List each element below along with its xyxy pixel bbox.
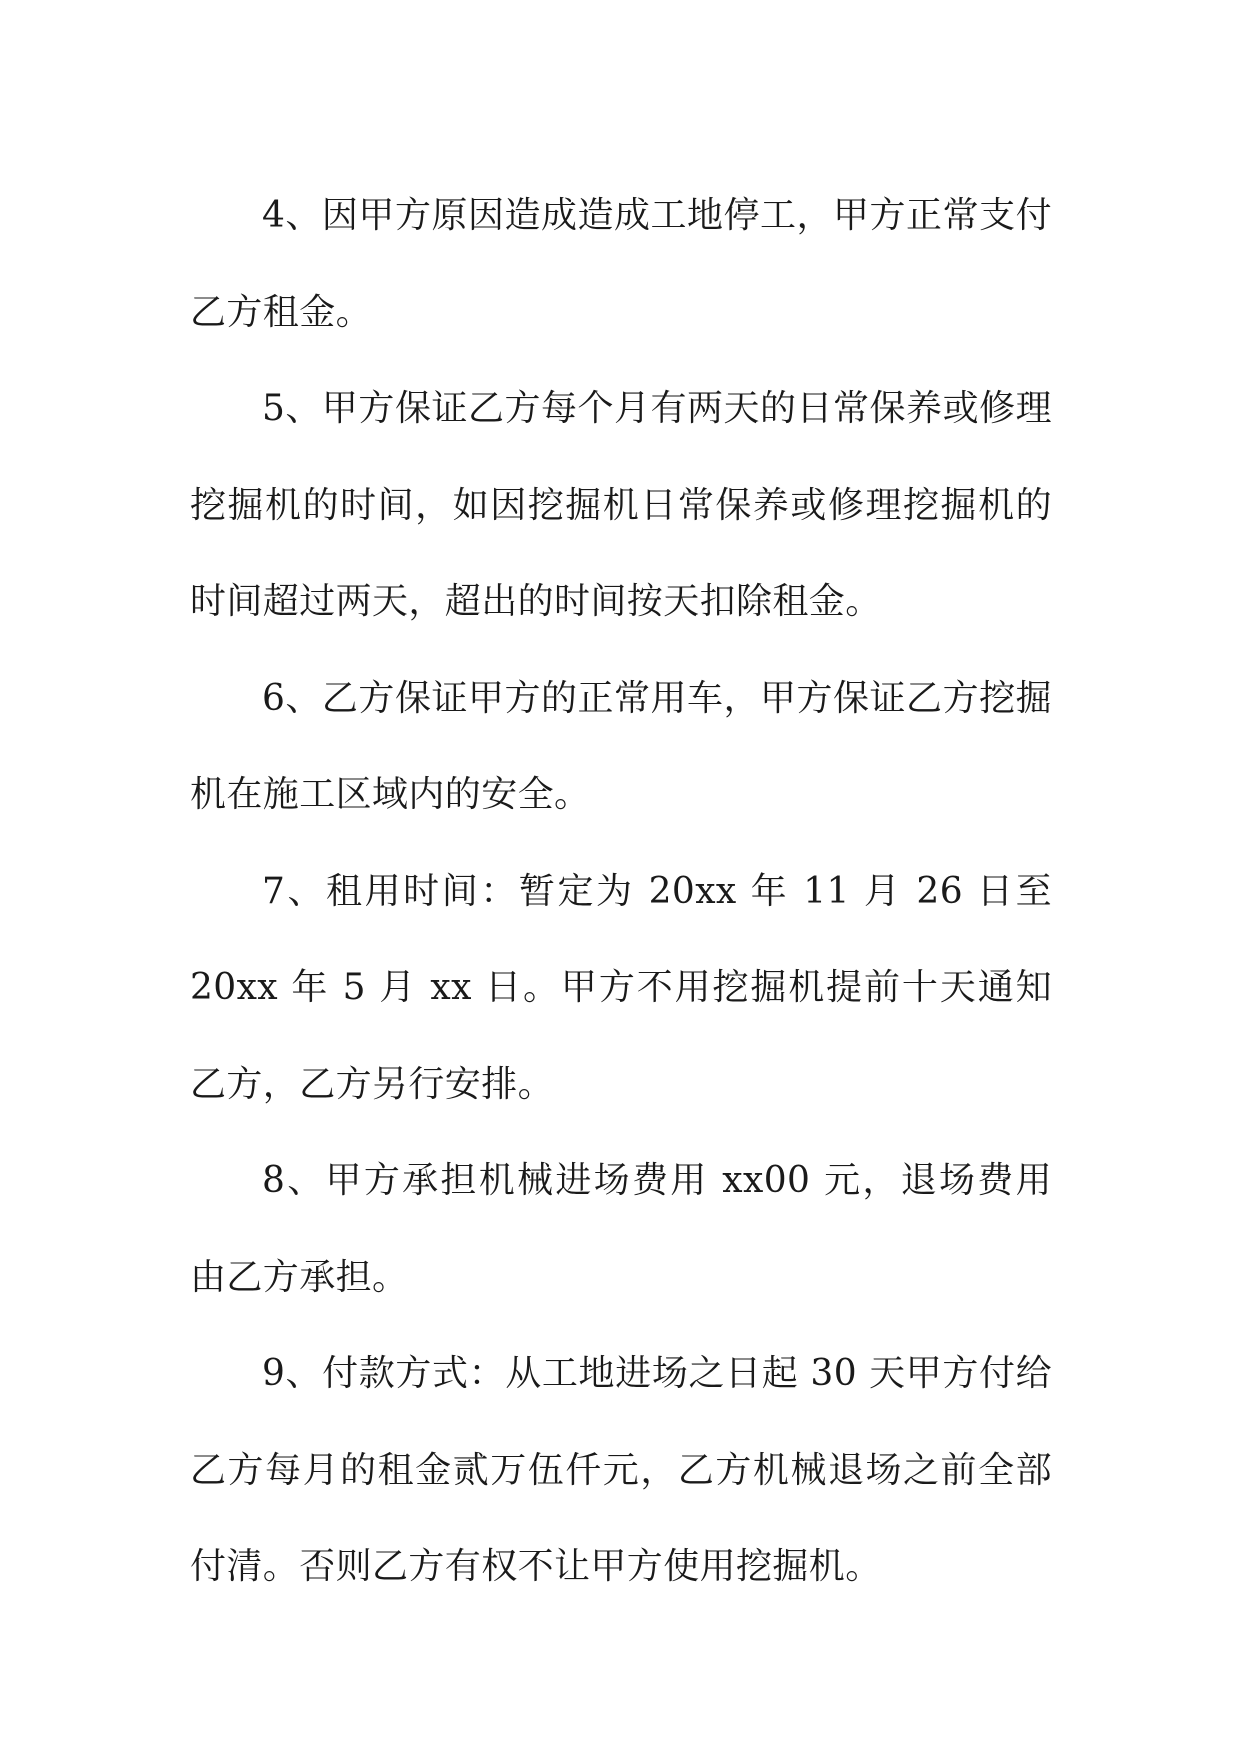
clause-7: 7、租用时间：暂定为 20xx 年 11 月 26 日至 20xx 年 5 月 xx 日。甲方不用挖掘机提前十天通知乙方，乙方另行安排。 <box>190 870 1052 1105</box>
clause-9: 9、付款方式：从工地进场之日起 30 天甲方付给乙方每月的租金贰万伍仟元，乙方机械退场之前全部付清。否则乙方有权不让甲方使用挖掘机。 <box>190 1353 1052 1587</box>
clause-6: 6、乙方保证甲方的正常用车，甲方保证乙方挖掘机在施工区域内的安全。 <box>190 677 1052 815</box>
clause-8: 8、甲方承担机械进场费用 xx00 元，退场费用由乙方承担。 <box>190 1160 1052 1298</box>
clause-4: 4、因甲方原因造成造成工地停工，甲方正常支付乙方租金。 <box>190 195 1052 333</box>
clause-5: 5、甲方保证乙方每个月有两天的日常保养或修理挖掘机的时间，如因挖掘机日常保养或修理挖掘机的时间超过两天，超出的时间按天扣除租金。 <box>190 388 1052 622</box>
document-body <box>190 168 1052 1616</box>
